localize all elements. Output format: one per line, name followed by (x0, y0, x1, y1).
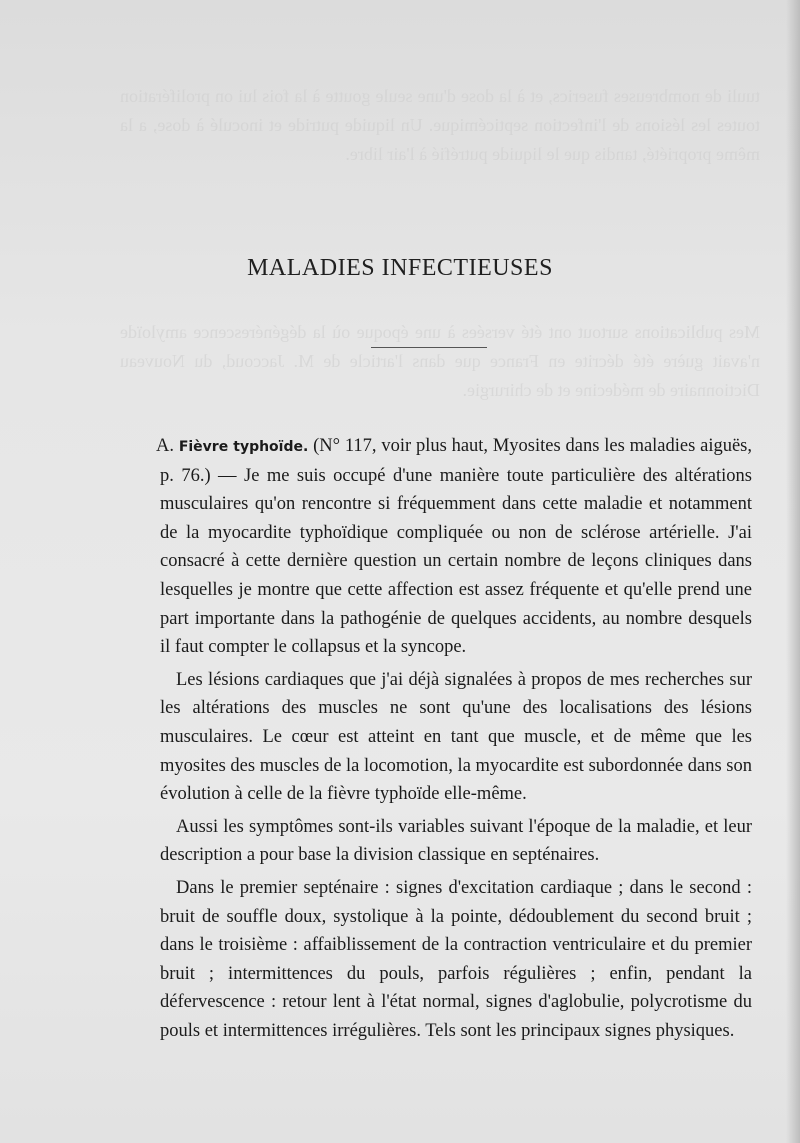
body-text (156, 432, 753, 1049)
section-intro: (N° 117, voir plus haut, Myosites dans les maladies aiguës, p. 76.) — Je me suis occupé d'une manière toute particulière des altérations musculaires qu'on rencontre si fréquemment dans cette maladie et notamment de la myocardite typhoïdique compliquée ou non de sclérose artérielle. J'ai consacré à cette dernière question un certain nombre de leçons cliniques dans lesquelles je montre que cette affection est assez fréquente et qu'elle prend une part importante dans la pathogénie de quelques accidents, au nombre desquels il faut compter le collapsus et la syncope. (160, 436, 753, 658)
page-edge-shadow (786, 0, 800, 1143)
section-paragraph (156, 432, 753, 662)
section-letter: A. (156, 436, 174, 456)
section-heading: Fièvre typhoïde. (178, 439, 309, 455)
title-divider (371, 347, 487, 348)
paragraph: Les lésions cardiaques que j'ai déjà signalées à propos de mes recherches sur les altérations des muscles ne sont qu'une des localisations des lésions musculaires. Le cœur est atteint en tant que muscle, et de même que les myosites des muscles de la locomotion, la myocardite est subordonnée dans son évolution à celle de la fièvre typhoïde elle-même. (160, 669, 752, 805)
bleed-through-middle: Mes publications surtout ont été versées à une époque où la dégénérescence amyloïde n'avait guère été décrite en France que dans l'article de M. Jaccoud, du Nouveau Dictionnaire de médecine et de chirurgie. (120, 322, 760, 400)
paragraph: Dans le premier septénaire : signes d'excitation cardiaque ; dans le second : bruit de souffle doux, systolique à la pointe, dédoublement du second bruit ; dans le troisième : affaiblissement de la contraction ventriculaire et du premier bruit ; intermittences du pouls, parfois régulières ; enfin, pendant la défervescence : retour lent à l'état normal, signes d'aglobulie, polycrotisme du pouls et intermittences irrégulières. Tels sont les principaux signes physiques. (160, 877, 752, 1041)
paragraph: Aussi les symptômes sont-ils variables suivant l'époque de la maladie, et leur description a pour base la division classique en septénaires. (160, 816, 752, 866)
page-title: MALADIES INFECTIEUSES (247, 255, 553, 281)
bleed-through-top: tuuli de nombreuses fuserics, et à la dose d'une seule goutte à la fois lui on prolifération toutes les lésions de l'infection septicémique. Un liquide putride et inoculé à dose, a la même propriété, tandis que le liquide putréfié à l'air libre. (120, 86, 760, 164)
